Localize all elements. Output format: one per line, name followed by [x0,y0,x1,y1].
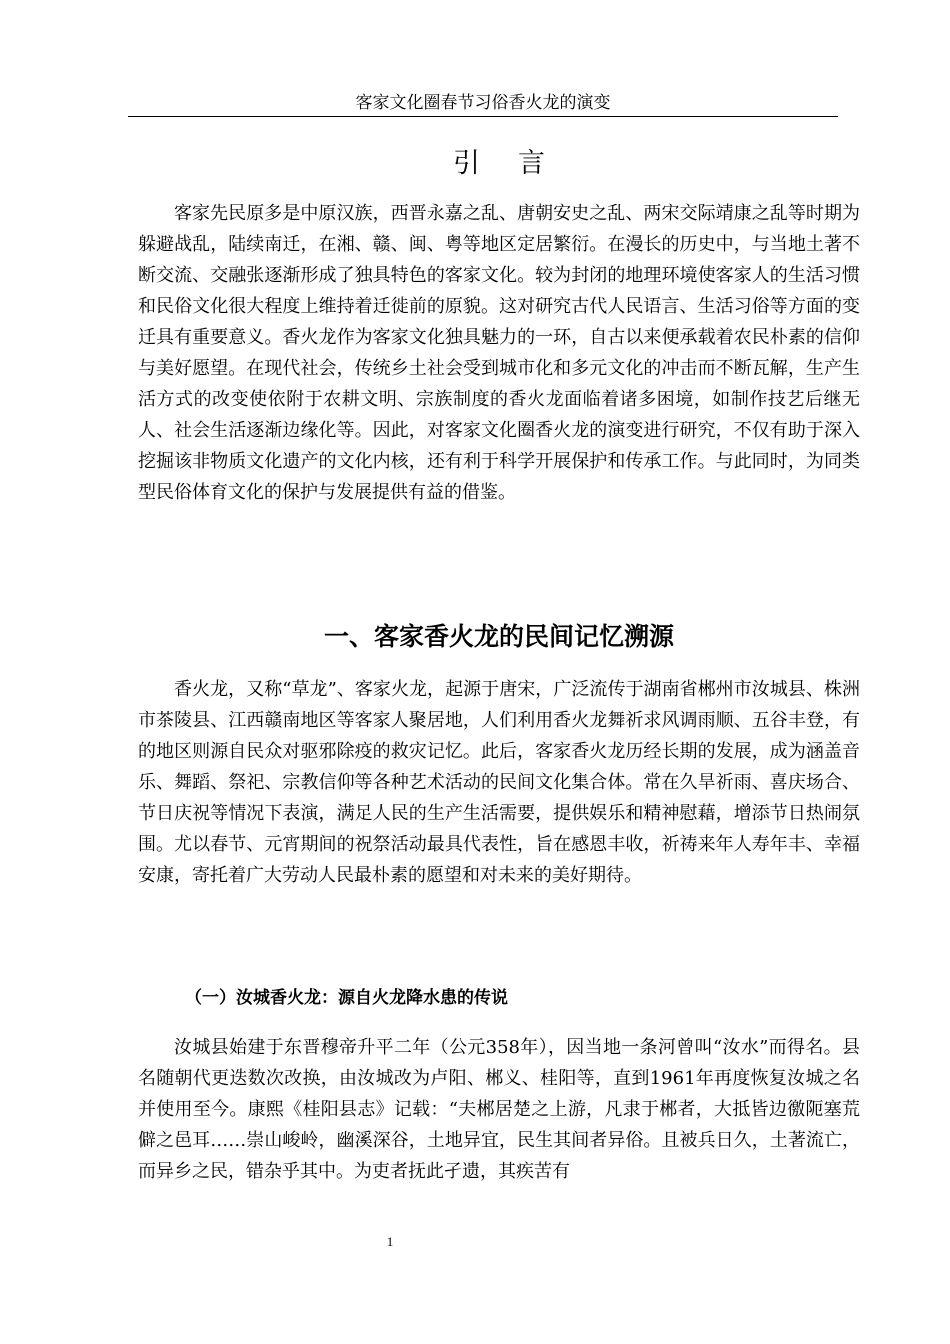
page-number: 1 [386,1234,394,1249]
intro-heading: 引言 [453,148,583,179]
subsection-paragraph: 汝城县始建于东晋穆帝升平二年（公元358年），因当地一条河曾叫“汝水”而得名。县名随朝代更迭数次改换，由汝城改为卢阳、郴义、桂阳等，直到1961年再度恢复汝城之名并使用至今。康熙《桂阳县志》记载：“夫郴居楚之上游，凡隶于郴者，大抵皆边徼阨塞荒僻之邑耳……崇山峻岭，幽溪深谷，土地异宜，民生其间者异俗。且被兵日久，土著流亡，而异乡之民，错杂乎其中。为吏者抚此孑遗，其疾苦有 [138,1037,860,1182]
running-header: 客家文化圈春节习俗香火龙的演变 [355,93,611,113]
section-heading: 一、客家香火龙的民间记忆溯源 [323,622,674,651]
subsection-heading: （一）汝城香火龙：源自火龙降水患的传说 [185,988,508,1008]
section-paragraph: 香火龙，又称“草龙”、客家火龙，起源于唐宋，广泛流传于湖南省郴州市汝城县、株洲市茶陵县、江西赣南地区等客家人聚居地，人们利用香火龙舞祈求风调雨顺、五谷丰登，有的地区则源自民众对驱邪除疫的救灾记忆。此后，客家香火龙历经长期的发展，成为涵盖音乐、舞蹈、祭祀、宗教信仰等各种艺术活动的民间文化集合体。常在久旱祈雨、喜庆场合、节日庆祝等情况下表演，满足人民的生产生活需要，提供娱乐和精神慰藉，增添节日热闹氛围。尤以春节、元宵期间的祝祭活动最具代表性，旨在感恩丰收，祈祷来年人寿年丰、幸福安康，寄托着广大劳动人民最朴素的愿望和对未来的美好期待。 [138,679,860,886]
intro-paragraph: 客家先民原多是中原汉族，西晋永嘉之乱、唐朝安史之乱、两宋交际靖康之乱等时期为躲避战乱，陆续南迁，在湘、赣、闽、粤等地区定居繁衍。在漫长的历史中，与当地土著不断交流、交融张逐渐形成了独具特色的客家文化。较为封闭的地理环境使客家人的生活习惯和民俗文化很大程度上维持着迁徙前的原貌。这对研究古代人民语言、生活习俗等方面的变迁具有重要意义。香火龙作为客家文化独具魅力的一环，自古以来便承载着农民朴素的信仰与美好愿望。在现代社会，传统乡土社会受到城市化和多元文化的冲击而不断瓦解，生产生活方式的改变使依附于农耕文明、宗族制度的香火龙面临着诸多困境，如制作技艺后继无人、社会生活逐渐边缘化等。因此，对客家文化圈香火龙的演变进行研究，不仅有助于深入挖掘该非物质文化遗产的文化内核，还有利于科学开展保护和传承工作。与此同时，为同类型民俗体育文化的保护与发展提供有益的借鉴。 [138,203,860,503]
header-rule [128,116,838,117]
